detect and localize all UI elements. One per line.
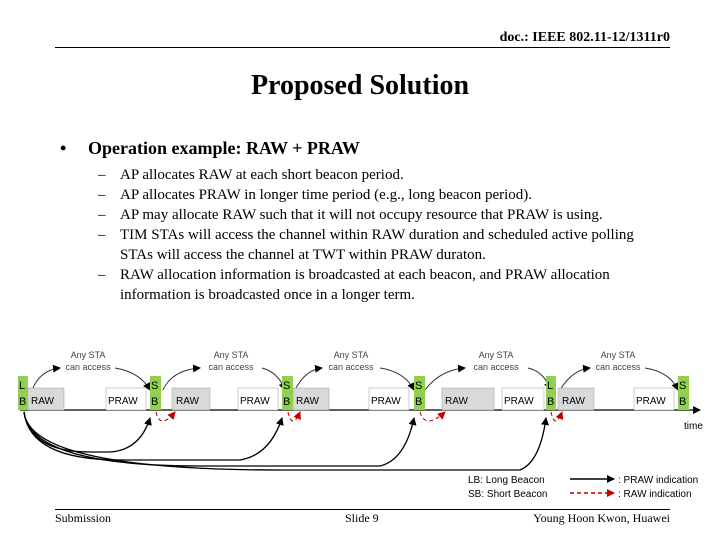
svg-text:can access: can access (473, 362, 519, 372)
dash-marker: – (98, 227, 106, 243)
svg-text:Any STA: Any STA (333, 350, 369, 360)
bullet-marker: • (60, 138, 67, 158)
praw-label: PRAW (240, 396, 270, 407)
sub-bullet-list (98, 165, 658, 305)
lb-label-bottom: B (19, 396, 27, 408)
raw-label: RAW (31, 396, 54, 407)
svg-text:can access: can access (65, 362, 111, 372)
footer-rule (55, 509, 670, 510)
praw-label: PRAW (108, 396, 138, 407)
sb-label-bottom: B (415, 396, 423, 408)
raw-indication-arcs (156, 412, 562, 421)
sub-bullet (98, 165, 658, 185)
sb-label-top: S (283, 380, 291, 392)
access-label (473, 350, 519, 372)
sb-label-top: S (151, 380, 159, 392)
sub-bullet-text: RAW allocation information is broadcasted at each beacon, and PRAW allocation information is broadcasted once in a longer term. (120, 267, 610, 303)
praw-label: PRAW (636, 396, 666, 407)
slide-title: Proposed Solution (250, 70, 470, 101)
access-label (328, 350, 374, 372)
sb-label-top: S (679, 380, 687, 392)
praw-label: PRAW (371, 396, 401, 407)
access-label (65, 350, 111, 372)
sb-label-bottom: B (679, 396, 687, 408)
access-label (208, 350, 254, 372)
dash-marker: – (98, 267, 106, 283)
header-rule (55, 47, 670, 48)
access-label (595, 350, 641, 372)
footer-submission: Submission (55, 511, 112, 525)
sub-bullet (98, 205, 658, 225)
raw-label: RAW (562, 396, 585, 407)
legend-lb: LB: Long Beacon (468, 475, 545, 486)
raw-label: RAW (445, 396, 468, 407)
raw-praw-timeline-diagram (0, 340, 720, 510)
time-label: time (684, 421, 703, 432)
legend-sb: SB: Short Beacon (468, 489, 548, 500)
lb-label-top: L (19, 380, 26, 392)
document-id: doc.: IEEE 802.11-12/1311r0 (499, 30, 670, 45)
dash-marker: – (98, 187, 106, 203)
sub-bullet-text: AP may allocate RAW such that it will not occupy resource that PRAW is using. (120, 207, 603, 223)
sb-label-bottom: B (283, 396, 291, 408)
sub-bullet-text: AP allocates RAW at each short beacon period. (120, 167, 404, 183)
raw-label: RAW (176, 396, 199, 407)
sub-bullet (98, 265, 658, 305)
dash-marker: – (98, 207, 106, 223)
footer-author: Young Hoon Kwon, Huawei (533, 511, 670, 525)
svg-text:can access: can access (208, 362, 254, 372)
svg-text:Any STA: Any STA (600, 350, 636, 360)
lb-label-bottom: B (547, 396, 555, 408)
svg-text:can access: can access (595, 362, 641, 372)
svg-text:Any STA: Any STA (478, 350, 514, 360)
sub-bullet (98, 185, 658, 205)
legend-praw-text: : PRAW indication (618, 475, 699, 486)
sb-label-top: S (415, 380, 423, 392)
sb-label-bottom: B (151, 396, 159, 408)
sub-bullet-text: TIM STAs will access the channel within RAW duration and scheduled active polling STAs will access the channel at TWT within PRAW duraton. (120, 227, 634, 263)
dash-marker: – (98, 167, 106, 183)
raw-label: RAW (296, 396, 319, 407)
svg-text:can access: can access (328, 362, 374, 372)
praw-indication-arcs (24, 412, 546, 470)
sub-bullet (98, 225, 658, 265)
praw-label: PRAW (504, 396, 534, 407)
main-bullet (60, 138, 360, 159)
bullet-text: Operation example: RAW + PRAW (88, 138, 360, 158)
sub-bullet-text: AP allocates PRAW in longer time period (e.g., long beacon period). (120, 187, 533, 203)
svg-text:Any STA: Any STA (213, 350, 249, 360)
footer-slide-number: Slide 9 (345, 511, 379, 525)
lb-label-top: L (547, 380, 554, 392)
legend (468, 475, 698, 500)
legend-raw-text: : RAW indication (618, 489, 692, 500)
svg-text:Any STA: Any STA (70, 350, 106, 360)
